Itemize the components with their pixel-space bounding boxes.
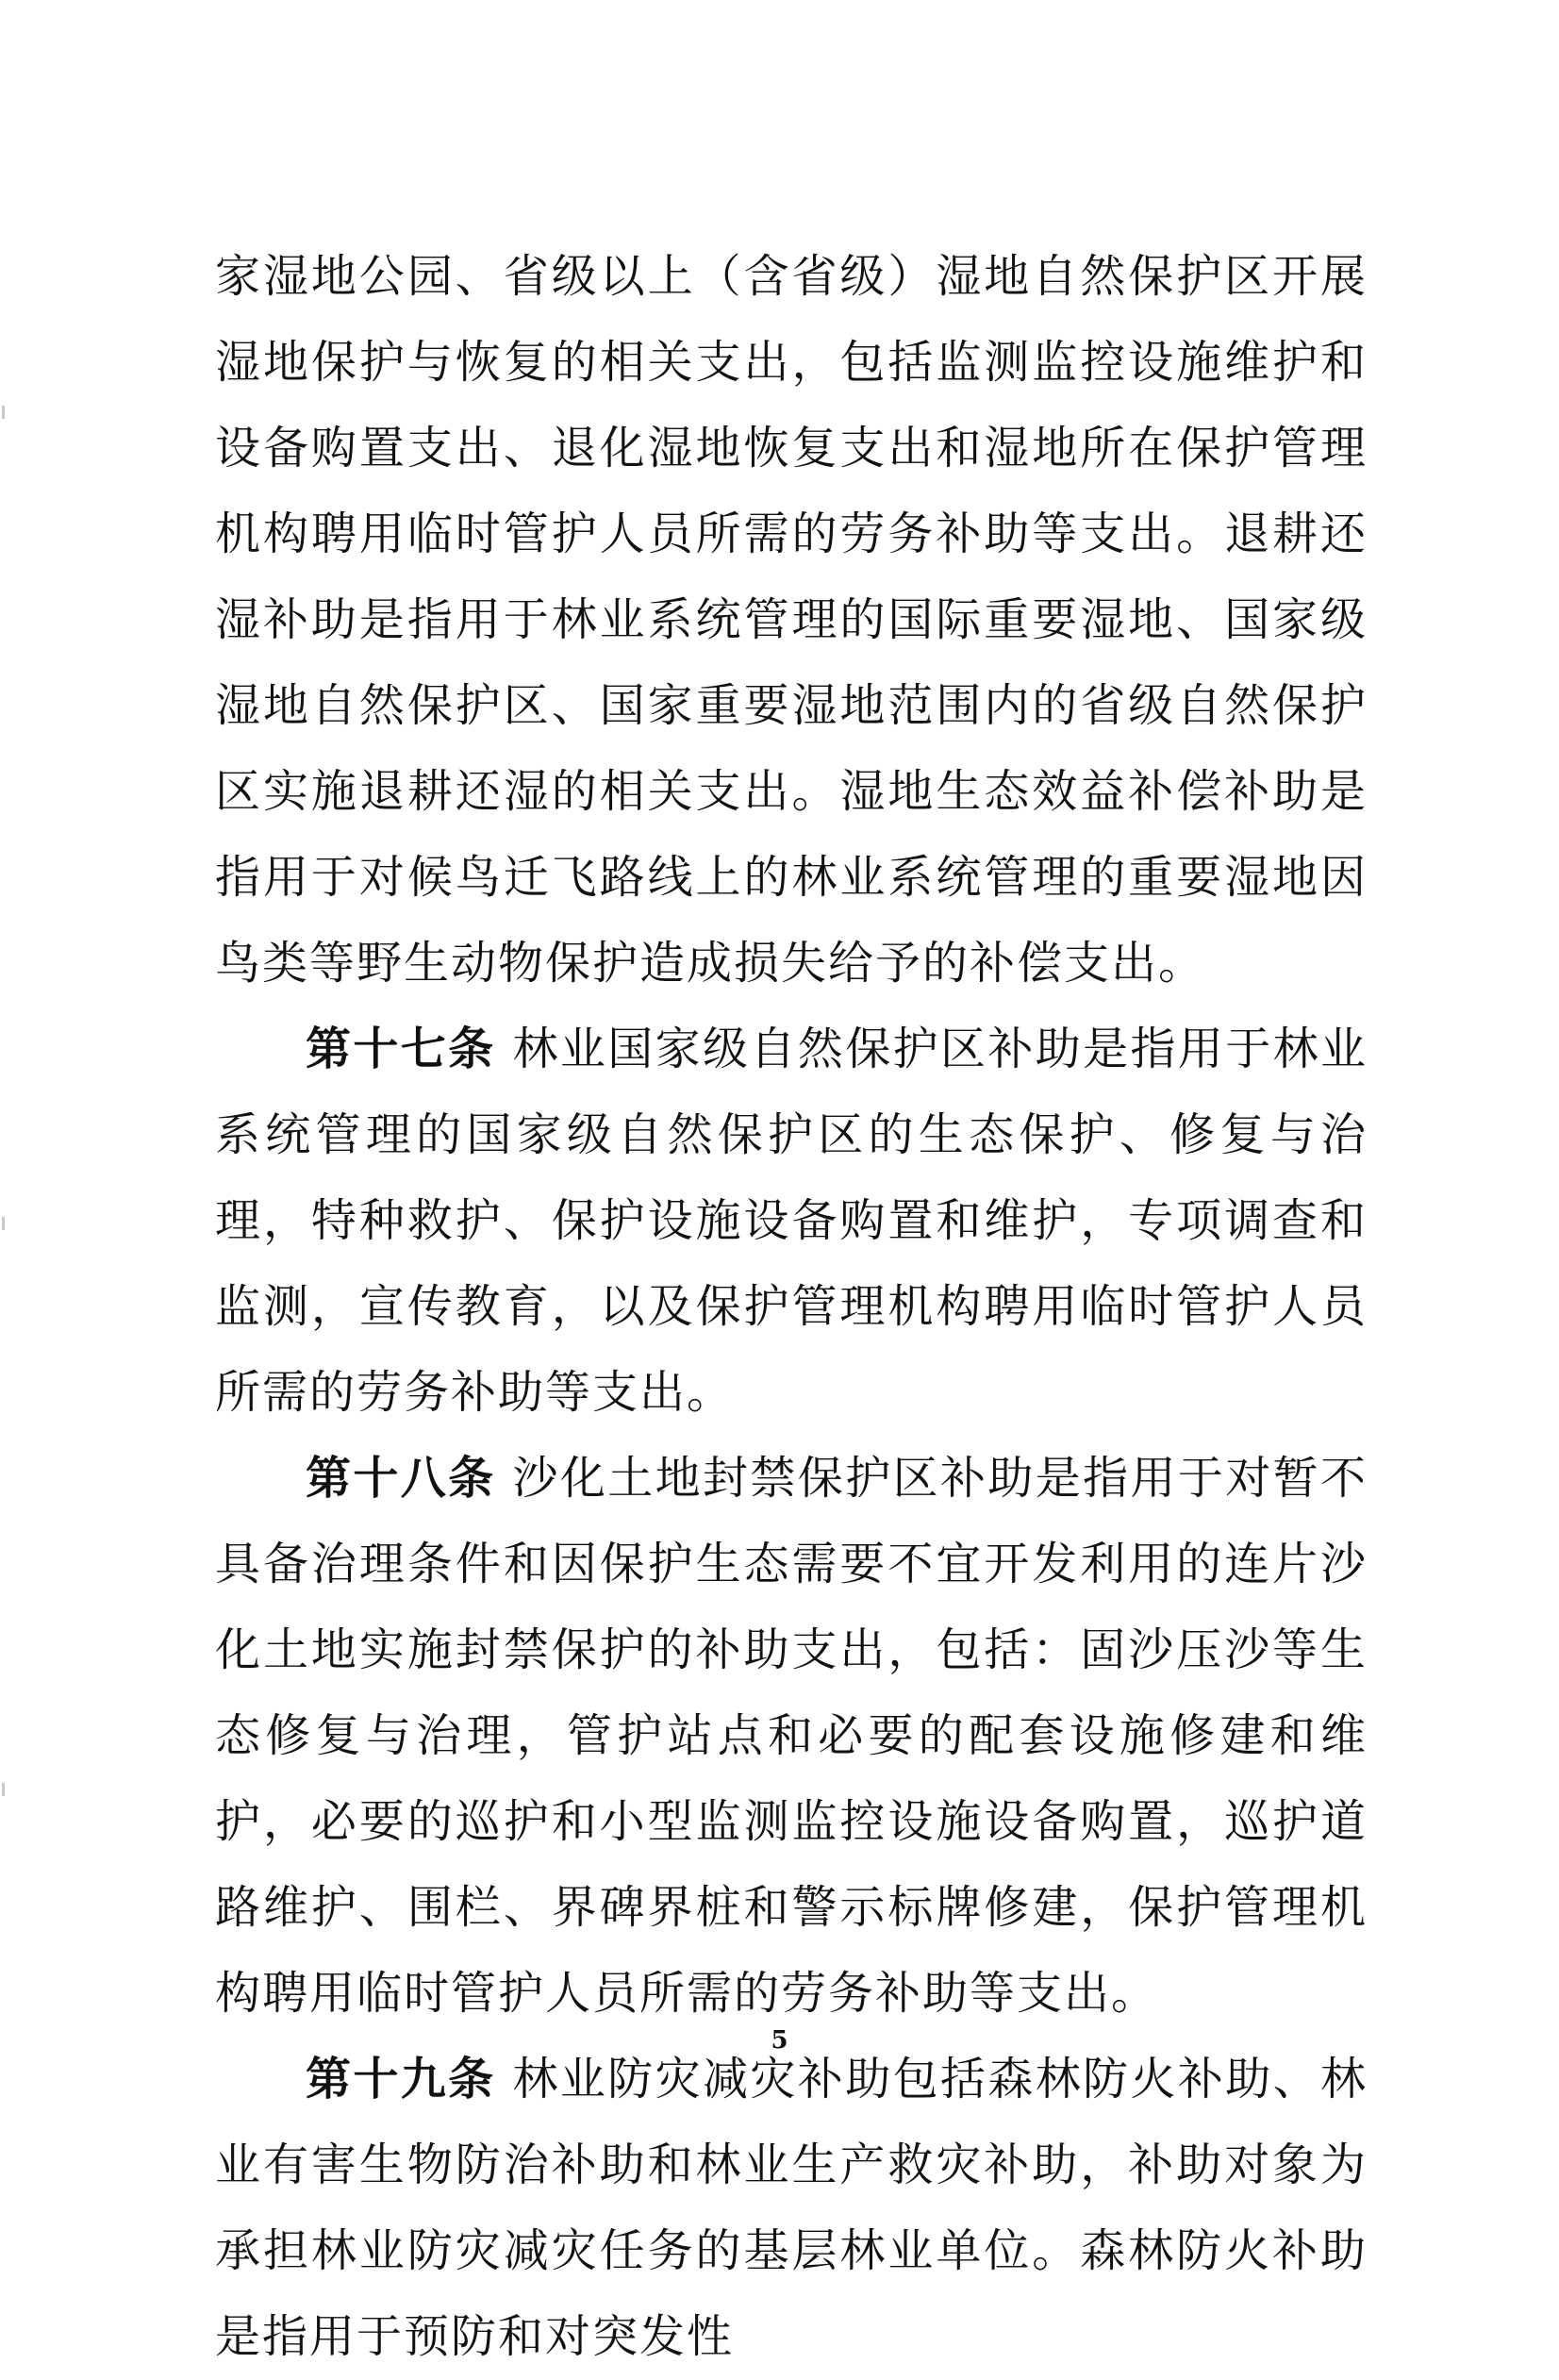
paragraph-continuation bbox=[215, 234, 1368, 1007]
paragraph-article-17 bbox=[215, 1007, 1368, 1436]
document-body bbox=[215, 234, 1368, 2380]
paragraph-text: 沙化土地封禁保护区补助是指用于对暂不具备治理条件和因保护生态需要不宜开发利用的连片沙化土地实施封禁保护的补助支出，包括：固沙压沙等生态修复与治理，管护站点和必要的配套设施修建和维护，必要的巡护和小型监测监控设施设备购置，巡护道路维护、围栏、界碑界桩和警示标牌修建，保护管理机构聘用临时管护人员所需的劳务补助等支出。 bbox=[215, 1452, 1368, 2020]
scan-edge-mark bbox=[2, 1783, 5, 1796]
paragraph-text: 林业防灾减灾补助包括森林防火补助、林业有害生物防治补助和林业生产救灾补助，补助对象为承担林业防灾减灾任务的基层林业单位。森林防火补助是指用于预防和对突发性 bbox=[215, 2053, 1368, 2363]
page-number: 5 bbox=[771, 2026, 788, 2055]
article-number: 第十九条 bbox=[306, 2053, 496, 2105]
paragraph-text: 林业国家级自然保护区补助是指用于林业系统管理的国家级自然保护区的生态保护、修复与治理，特种救护、保护设施设备购置和维护，专项调查和监测，宣传教育，以及保护管理机构聘用临时管护人员所需的劳务补助等支出。 bbox=[215, 1023, 1368, 1419]
scan-edge-mark bbox=[2, 406, 5, 419]
paragraph-article-19 bbox=[215, 2037, 1368, 2380]
article-number: 第十七条 bbox=[306, 1023, 496, 1075]
scan-edge-mark bbox=[2, 1217, 5, 1230]
article-number: 第十八条 bbox=[306, 1452, 496, 1505]
paragraph-text: 家湿地公园、省级以上（含省级）湿地自然保护区开展湿地保护与恢复的相关支出，包括监测监控设施维护和设备购置支出、退化湿地恢复支出和湿地所在保护管理机构聘用临时管护人员所需的劳务补助等支出。退耕还湿补助是指用于林业系统管理的国际重要湿地、国家级湿地自然保护区、国家重要湿地范围内的省级自然保护区实施退耕还湿的相关支出。湿地生态效益补偿补助是指用于对候鸟迁飞路线上的林业系统管理的重要湿地因鸟类等野生动物保护造成损失给予的补偿支出。 bbox=[215, 250, 1368, 990]
paragraph-article-18 bbox=[215, 1436, 1368, 2037]
